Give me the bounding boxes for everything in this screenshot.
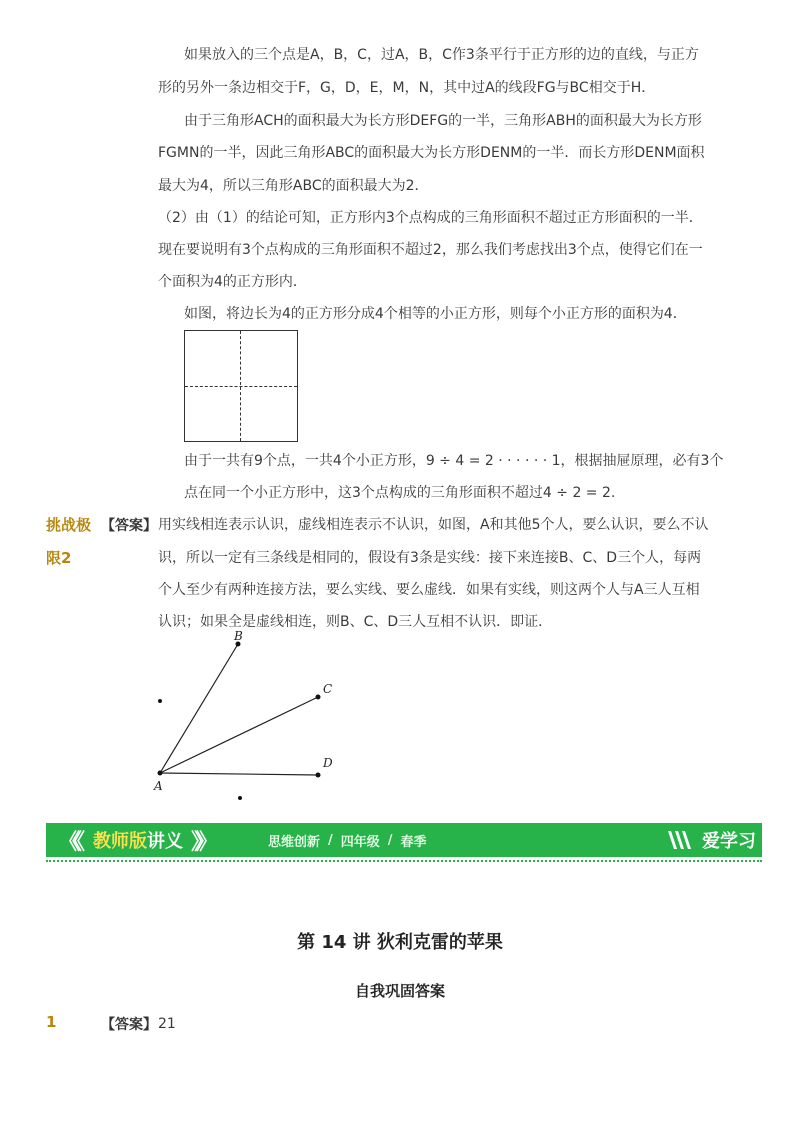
chevron-left-icon: 《《 [58, 829, 80, 855]
text-line: 形的另外一条边相交于F，G，D，E，M，N，其中过A的线段FG与BC相交于H． [158, 80, 656, 96]
brand-name: 爱学习 [702, 831, 756, 852]
point-extra-2 [238, 796, 242, 800]
label-a: A [154, 779, 163, 793]
graph-diagram [140, 630, 360, 810]
breadcrumb-item: 春季 [400, 834, 427, 850]
text-line: 现在要说明有3个点构成的三角形面积不超过2，那么我们考虑找出3个点，使得它们在一 [158, 242, 703, 258]
text-line: 由于一共有9个点，一共4个小正方形，9 ÷ 4 = 2 · · · · · · 1，根据抽屉原理，必有3个 [184, 453, 724, 469]
text-line: 识，所以一定有三条线是相同的，假设有3条是实线：接下来连接B、C、D三个人，每两 [158, 550, 702, 566]
label-b: B [234, 630, 243, 643]
edge-ac [160, 697, 318, 773]
text-line: 由于三角形ACH的面积最大为长方形DEFG的一半，三角形ABH的面积最大为长方形 [184, 113, 702, 129]
brand-logo [666, 823, 756, 857]
edition-label-2: 讲义 [147, 831, 184, 852]
text-line: 个人至少有两种连接方法，要么实线、要么虚线．如果有实线，则这两个人与A三人互相 [158, 582, 700, 598]
edge-ad [160, 773, 318, 775]
text-line: 如图，将边长为4的正方形分成4个相等的小正方形，则每个小正方形的面积为4． [184, 306, 687, 322]
horizontal-dashed-line [185, 386, 297, 387]
text-line: （2）由（1）的结论可知，正方形内3个点构成的三角形面积不超过正方形面积的一半． [158, 210, 703, 226]
edition-label: 教师版 [93, 831, 148, 852]
challenge-tag: 挑战极 [46, 516, 92, 534]
breadcrumb-separator: / [328, 832, 333, 848]
text-line: 认识；如果全是虚线相连，则B、C、D三人互相不认识．即证． [158, 614, 553, 630]
text-line: 如果放入的三个点是A，B，C，过A，B，C作3条平行于正方形的边的直线，与正方 [184, 47, 699, 63]
page-title: 第 14 讲 狄利克雷的苹果 [297, 932, 503, 953]
point-a [158, 771, 163, 776]
text-line: 点在同一个小正方形中，这3个点构成的三角形面积不超过4 ÷ 2 = 2. [184, 485, 616, 501]
answer-label: 【答案】 [101, 1017, 157, 1033]
footer-edition [58, 823, 212, 857]
breadcrumb-item: 思维创新 [268, 834, 321, 850]
answer-value: 21 [158, 1016, 176, 1032]
challenge-tag-2: 限2 [46, 549, 72, 567]
text-line: 个面积为4的正方形内． [158, 274, 307, 290]
section-subtitle: 自我巩固答案 [354, 982, 445, 1000]
breadcrumb [268, 823, 435, 857]
label-d: D [323, 756, 333, 770]
question-number: 1 [46, 1013, 57, 1031]
text-line: 用实线相连表示认识，虚线相连表示不认识，如图，A和其他5个人，要么认识，要么不认 [158, 517, 709, 533]
breadcrumb-separator: / [387, 832, 393, 848]
text-line: FGMN的一半，因此三角形ABC的面积最大为长方形DENM的一半．而长方形DENM面积 [158, 145, 705, 161]
breadcrumb-item: 四年级 [340, 834, 380, 850]
label-c: C [323, 682, 333, 696]
point-d [316, 773, 321, 778]
point-c [316, 695, 321, 700]
answer-label: 【答案】 [101, 518, 157, 534]
point-extra-1 [158, 699, 162, 703]
chevron-right-icon: 》》 [191, 829, 213, 855]
footer-divider [46, 860, 762, 862]
brand-mark-icon [666, 827, 696, 853]
text-line: 最大为4，所以三角形ABC的面积最大为2． [158, 178, 429, 194]
